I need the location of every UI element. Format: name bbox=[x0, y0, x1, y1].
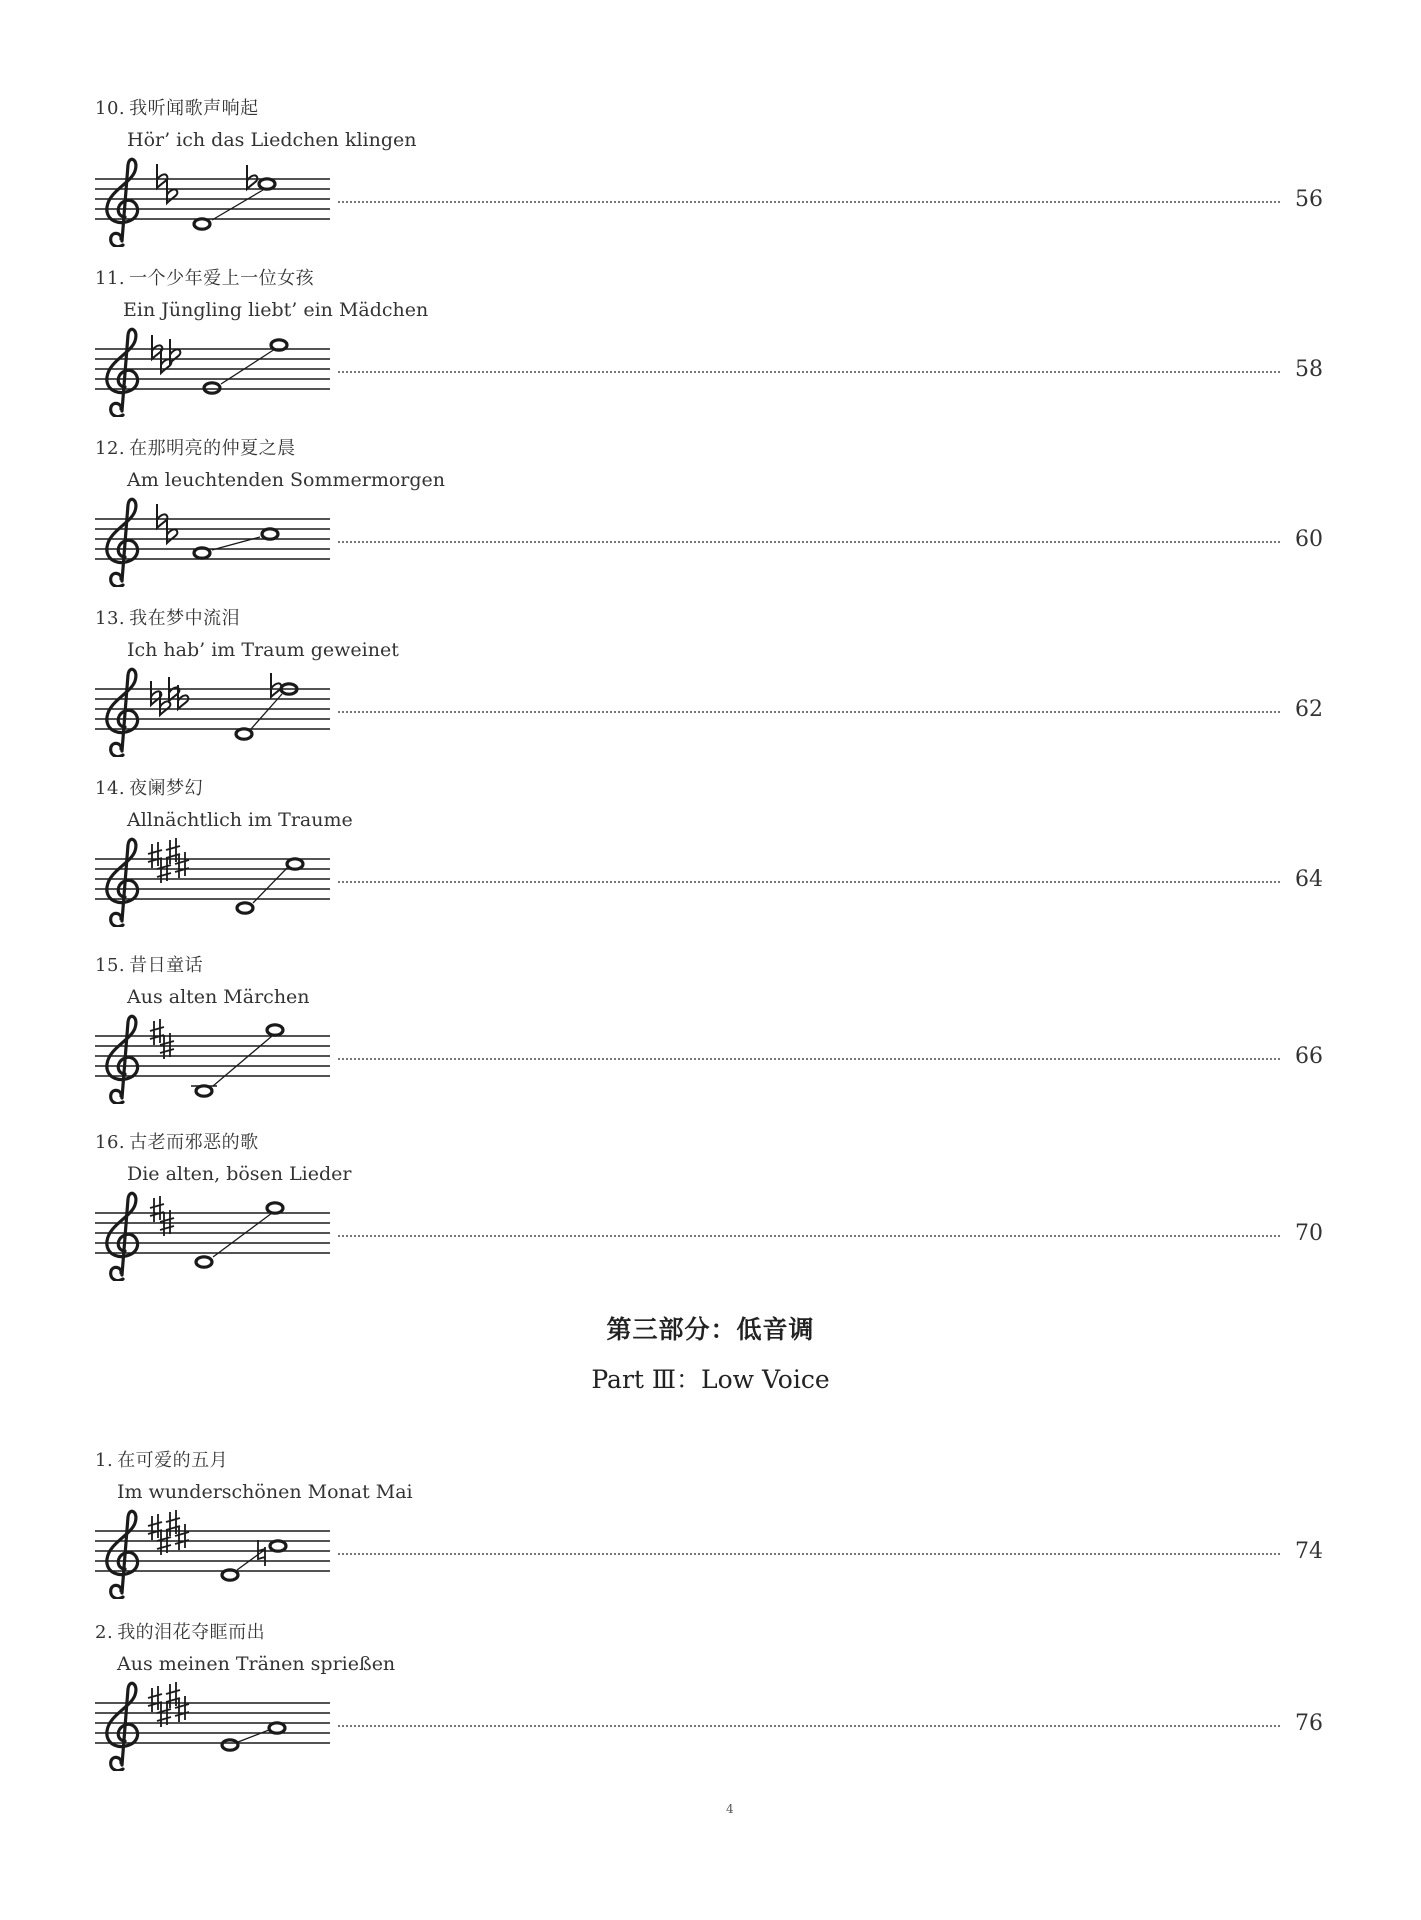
sharp-icon bbox=[150, 1196, 164, 1222]
sharp-icon bbox=[175, 1524, 189, 1550]
staff-notation bbox=[95, 1014, 335, 1104]
song-title-de: Am leuchtenden Sommermorgen bbox=[127, 469, 446, 491]
high-note bbox=[262, 529, 278, 539]
sharp-icon bbox=[166, 1510, 180, 1536]
sharp-icon bbox=[148, 842, 162, 868]
staff-notation bbox=[95, 667, 335, 757]
toc-entry[interactable] bbox=[95, 268, 1335, 417]
song-title-zh bbox=[95, 778, 1335, 800]
range-staff bbox=[95, 497, 1335, 587]
section-title-en: Part Ⅲ：Low Voice bbox=[591, 1365, 830, 1394]
song-title-zh bbox=[95, 1132, 1335, 1154]
toc-entry[interactable] bbox=[95, 98, 1335, 247]
title-zh: 在可爱的五月 bbox=[117, 1450, 229, 1471]
entry-number: 2. bbox=[95, 1622, 114, 1643]
entry-number: 11. bbox=[95, 268, 126, 289]
dot-leader bbox=[338, 1058, 1280, 1060]
low-note bbox=[196, 1257, 212, 1267]
range-staff bbox=[95, 1509, 1335, 1599]
low-note bbox=[196, 1086, 212, 1096]
dot-leader bbox=[338, 371, 1280, 373]
entry-number: 15. bbox=[95, 955, 126, 976]
treble-clef-icon bbox=[107, 669, 138, 756]
entry-number: 12. bbox=[95, 438, 126, 459]
low-note bbox=[222, 1740, 238, 1750]
dot-leader bbox=[338, 1725, 1280, 1727]
sharp-icon bbox=[148, 1514, 162, 1540]
toc-entry[interactable] bbox=[95, 955, 1335, 1104]
toc-entry[interactable] bbox=[95, 778, 1335, 927]
treble-clef-icon bbox=[107, 329, 138, 416]
page-number[interactable]: 64 bbox=[1295, 867, 1323, 892]
dot-leader bbox=[338, 1235, 1280, 1237]
section-heading bbox=[0, 1310, 1421, 1396]
dot-leader bbox=[338, 711, 1280, 713]
flat-icon bbox=[157, 164, 167, 188]
staff-notation bbox=[95, 837, 335, 927]
title-zh: 昔日童话 bbox=[129, 955, 204, 976]
low-note bbox=[236, 729, 252, 739]
title-zh: 在那明亮的仲夏之晨 bbox=[129, 438, 296, 459]
song-title-de: Ich hab’ im Traum geweinet bbox=[127, 639, 399, 661]
song-title-de: Aus alten Märchen bbox=[127, 986, 310, 1008]
song-title-zh bbox=[95, 1622, 1335, 1644]
song-title-zh bbox=[95, 608, 1335, 630]
range-staff bbox=[95, 837, 1335, 927]
toc-entry[interactable] bbox=[95, 438, 1335, 587]
entry-number: 14. bbox=[95, 778, 126, 799]
page-number[interactable]: 66 bbox=[1295, 1044, 1323, 1069]
range-staff bbox=[95, 1014, 1335, 1104]
title-zh: 我在梦中流泪 bbox=[129, 608, 241, 629]
low-note bbox=[194, 548, 210, 558]
high-note bbox=[271, 340, 287, 350]
flat-icon bbox=[271, 673, 281, 697]
sharp-icon bbox=[175, 852, 189, 878]
page-number[interactable]: 76 bbox=[1295, 1711, 1323, 1736]
staff-notation bbox=[95, 1681, 335, 1771]
high-note bbox=[287, 859, 303, 869]
song-title-de: Hör’ ich das Liedchen klingen bbox=[127, 129, 417, 151]
staff-notation bbox=[95, 327, 335, 417]
title-zh: 古老而邪恶的歌 bbox=[129, 1132, 259, 1153]
low-note bbox=[204, 383, 220, 393]
page-number[interactable]: 70 bbox=[1295, 1221, 1323, 1246]
high-note bbox=[267, 1203, 283, 1213]
treble-clef-icon bbox=[107, 1683, 138, 1770]
song-title-zh bbox=[95, 268, 1335, 290]
sharp-icon bbox=[166, 838, 180, 864]
song-title-zh bbox=[95, 438, 1335, 460]
song-title-de: Ein Jüngling liebt’ ein Mädchen bbox=[123, 299, 429, 321]
dot-leader bbox=[338, 541, 1280, 543]
song-title-de: Die alten, bösen Lieder bbox=[127, 1163, 352, 1185]
high-note bbox=[270, 1541, 286, 1551]
dot-leader bbox=[338, 881, 1280, 883]
low-note bbox=[222, 1570, 238, 1580]
page-number[interactable]: 60 bbox=[1295, 527, 1323, 552]
entry-number: 16. bbox=[95, 1132, 126, 1153]
toc-entry[interactable] bbox=[95, 1622, 1335, 1771]
staff-notation bbox=[95, 1509, 335, 1599]
low-note bbox=[194, 219, 210, 229]
high-note bbox=[269, 1723, 285, 1733]
dot-leader bbox=[338, 1553, 1280, 1555]
toc-entry[interactable] bbox=[95, 1450, 1335, 1599]
flat-icon bbox=[157, 504, 167, 528]
sharp-icon bbox=[175, 1696, 189, 1722]
song-title-zh bbox=[95, 955, 1335, 977]
page-number[interactable]: 74 bbox=[1295, 1539, 1323, 1564]
entry-number: 1. bbox=[95, 1450, 114, 1471]
low-note bbox=[237, 903, 253, 913]
page-number[interactable]: 58 bbox=[1295, 357, 1323, 382]
title-zh: 夜阑梦幻 bbox=[129, 778, 204, 799]
page-number[interactable]: 62 bbox=[1295, 697, 1323, 722]
song-title-de: Im wunderschönen Monat Mai bbox=[117, 1481, 413, 1503]
entry-number: 10. bbox=[95, 98, 126, 119]
range-staff bbox=[95, 1681, 1335, 1771]
song-title-zh bbox=[95, 98, 1335, 120]
staff-notation bbox=[95, 1191, 335, 1281]
toc-entry[interactable] bbox=[95, 1132, 1335, 1281]
treble-clef-icon bbox=[107, 499, 138, 586]
treble-clef-icon bbox=[107, 159, 138, 246]
sharp-icon bbox=[148, 1686, 162, 1712]
high-note bbox=[259, 179, 275, 189]
page-number[interactable]: 56 bbox=[1295, 187, 1323, 212]
treble-clef-icon bbox=[107, 1511, 138, 1598]
sharp-icon bbox=[166, 1682, 180, 1708]
title-zh: 一个少年爱上一位女孩 bbox=[129, 268, 315, 289]
treble-clef-icon bbox=[107, 1193, 138, 1280]
dot-leader bbox=[338, 201, 1280, 203]
natural-icon bbox=[258, 1540, 265, 1566]
song-title-zh bbox=[95, 1450, 1335, 1472]
treble-clef-icon bbox=[107, 1016, 138, 1103]
treble-clef-icon bbox=[107, 839, 138, 926]
high-note bbox=[267, 1025, 283, 1035]
staff-notation bbox=[95, 157, 335, 247]
range-staff bbox=[95, 157, 1335, 247]
section-title-zh: 第三部分：低音调 bbox=[606, 1315, 815, 1344]
song-title-de: Aus meinen Tränen sprießen bbox=[117, 1653, 396, 1675]
song-title-de: Allnächtlich im Traume bbox=[127, 809, 353, 831]
range-staff bbox=[95, 1191, 1335, 1281]
footer-page-mark: 4 bbox=[726, 1802, 734, 1816]
title-zh: 我听闻歌声响起 bbox=[129, 98, 259, 119]
flat-icon bbox=[247, 165, 257, 189]
staff-notation bbox=[95, 497, 335, 587]
title-zh: 我的泪花夺眶而出 bbox=[117, 1622, 266, 1643]
sharp-icon bbox=[150, 1019, 164, 1045]
toc-entry[interactable] bbox=[95, 608, 1335, 757]
range-staff bbox=[95, 667, 1335, 757]
entry-number: 13. bbox=[95, 608, 126, 629]
range-staff bbox=[95, 327, 1335, 417]
